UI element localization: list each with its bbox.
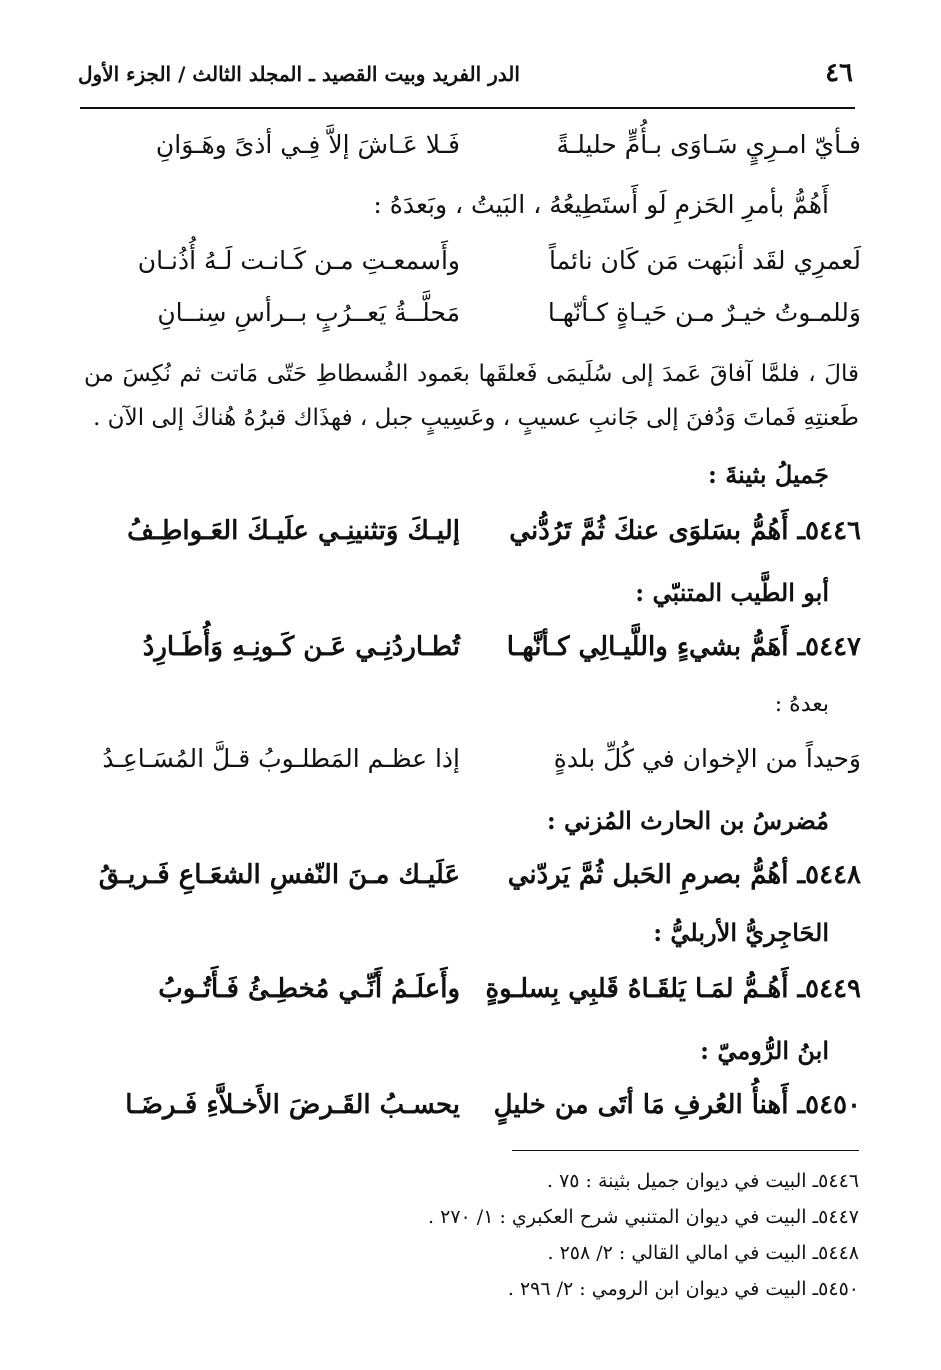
numbered-verse <box>90 860 861 904</box>
poet-name: جَميلُ بثينةَ : <box>708 460 829 489</box>
verse-first-hemistich: وَحيداً من الإخوان في كُلِّ بلدةٍ <box>553 744 861 773</box>
verse-text: أهُمُّ بصرمِ الحَبل ثُمَّ يَردّني <box>507 860 789 890</box>
running-header <box>78 58 853 98</box>
after-label: بعدهُ : <box>774 692 829 717</box>
verse-first-hemistich <box>506 632 861 662</box>
footnote: ٥٤٤٦ـ البيت في ديوان جميل بثينة : ٧٥ . <box>546 1170 859 1192</box>
page-number: ٤٦ <box>825 58 853 88</box>
verse-line <box>90 246 861 290</box>
verse-number: ٥٤٤٨ـ <box>797 860 861 890</box>
verse-first-hemistich: فـأيّ امـرِيٍ سَـاوَى بـأُمٍّ حليلـةً <box>556 130 861 159</box>
numbered-verse <box>90 1090 861 1134</box>
verse-first-hemistich <box>507 860 861 890</box>
verse-second-hemistich: إذا عظـم المَطلـوبُ قـلَّ المُسَـاعِـدُ <box>102 744 460 773</box>
verse-number: ٥٤٥٠ـ <box>797 1090 861 1120</box>
verse-second-hemistich: تُطـاردُنِـي عَـن كَـونِـهِ وَأُطَـارِدُ <box>142 632 460 662</box>
verse-number: ٥٤٤٦ـ <box>797 516 861 546</box>
poet-name: الحَاجِريُّ الأربليُّ : <box>653 918 829 947</box>
verse-text: أَهنأُ العُرفِ مَا أتَى من خليلٍ <box>493 1090 789 1120</box>
verse-number: ٥٤٤٩ـ <box>797 974 861 1004</box>
numbered-verse <box>90 974 861 1018</box>
verse-first-hemistich <box>493 1090 861 1120</box>
verse-text: أَهُـمُّ لمَـا يَلقَـاهُ قَلبِي بِسلـوةٍ <box>485 974 789 1004</box>
verse-first-hemistich: لَعمرِي لقَد أنبَهت مَن كَان نائماً <box>548 246 861 275</box>
verse-second-hemistich: مَحلَّــةُ يَعــرُبٍ بــرأسِ سِنــانِ <box>157 298 460 327</box>
footnote: ٥٤٥٠ـ البيت في ديوان ابن الرومي : ٢/ ٢٩٦ . <box>507 1278 859 1300</box>
footnote-divider <box>512 1150 859 1151</box>
verse-second-hemistich: وأَعلَـمُ أَنِّـي مُخطِـئُ فَـأَتُـوبُ <box>158 974 460 1004</box>
header-divider <box>80 107 855 109</box>
footnote: ٥٤٤٧ـ البيت في ديوان المتنبي شرح العكبري : ١/ ٢٧٠ . <box>428 1206 859 1228</box>
poet-name: أبو الطَّيب المتنبّي : <box>635 578 829 607</box>
verse-number: ٥٤٤٧ـ <box>797 632 861 662</box>
verse-second-hemistich: فَـلا عَـاشَ إلاَّ فِـي أذىً وهَـوَانِ <box>155 130 460 159</box>
prose-paragraph: قالَ ، فلمَّا آفاقَ عَمدَ إلى سُلَيمَى فَعلقَها بعَمود الفُسطاطِ حَتّى مَاتت ثم نُكِسَ من طَعنتِهِ فَماتَ وَدُفنَ إلى جَانبِ عسيبٍ ، وعَسِيبٍ جبل ، فهذَاك قبرُهُ هُناكَ إلى الآن . <box>84 361 859 431</box>
footnote: ٥٤٤٨ـ البيت في امالي القالي : ٢/ ٢٥٨ . <box>547 1242 859 1264</box>
poet-name: ابنُ الرُّوميّ : <box>700 1036 829 1065</box>
verse-line <box>90 130 861 174</box>
verse-text: أَهُمُّ بسَلوَى عنكَ ثُمَّ تَرُدُّني <box>509 516 789 546</box>
verse-line <box>90 298 861 342</box>
verse-note: أَهُمُّ بأمرِ الحَزمِ لَو أَستَطِيعُهُ ، البَيتُ ، وبَعدَهُ : <box>373 190 829 219</box>
verse-second-hemistich: وأَسمعـتِ مـن كَـانـت لَـهُ أُذُنـان <box>137 246 460 275</box>
poet-name: مُضرسُ بن الحارث المُزني : <box>546 806 829 835</box>
verse-text: أَهَمُّ بشيءٍ واللَّيـالِي كـأنَّهـا <box>506 632 789 662</box>
numbered-verse <box>90 516 861 560</box>
verse-first-hemistich: وَللمـوتُ خيـرٌ مـن حَيـاةٍ كـأنّهـا <box>547 298 861 327</box>
verse-first-hemistich <box>511 516 861 546</box>
verse-first-hemistich <box>485 974 861 1004</box>
verse-line <box>90 744 861 788</box>
verse-second-hemistich: عَلَيـك مـنَ النّفسِ الشعَـاعِ فَـريـقُ <box>98 860 460 890</box>
verse-second-hemistich: إليـكَ وَتثنينِـي علَيـكَ العَـواطِـفُ <box>127 516 460 546</box>
verse-second-hemistich: يحسـبُ القَـرضَ الأَخـلاَّءِ فَـرضَـا <box>125 1090 460 1120</box>
numbered-verse <box>90 632 861 676</box>
running-title: الدر الفريد وبيت القصيد ـ المجلد الثالث / الجزء الأول <box>78 62 520 86</box>
